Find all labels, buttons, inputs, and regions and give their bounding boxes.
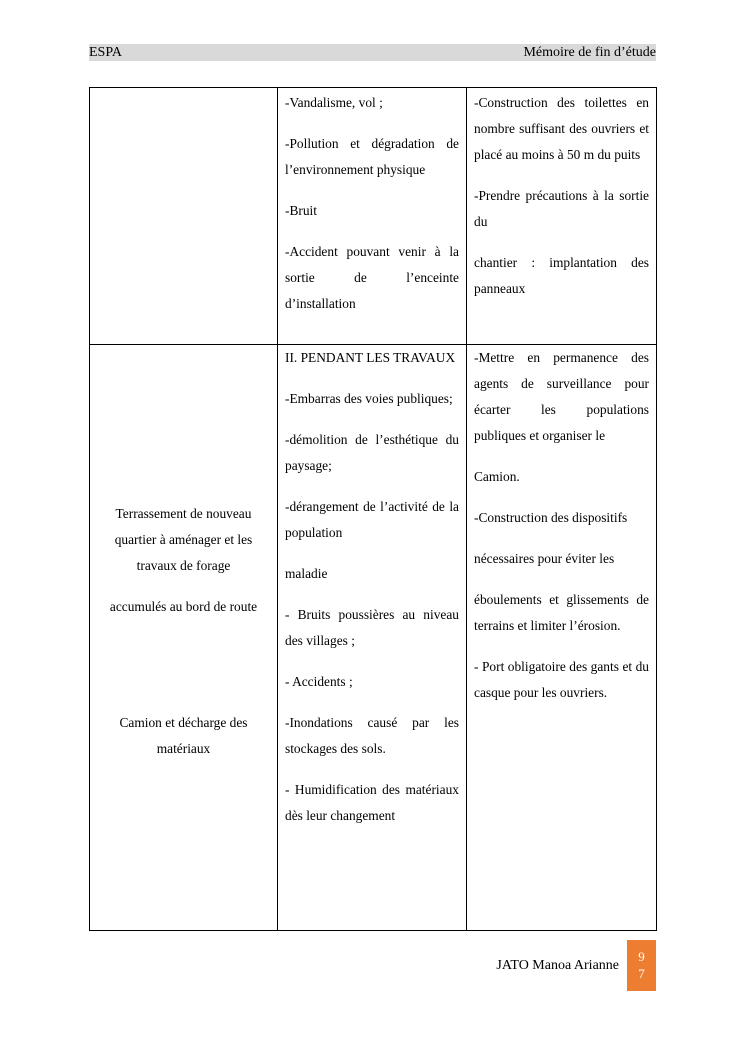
measure-item: nécessaires pour éviter les [474, 551, 615, 566]
measure-item: -Construction des toilettes en nombre suffisant des ouvriers et placé au moins à 50 m du puits [474, 95, 649, 162]
impact-item: -démolition de l’esthétique du paysage; [285, 432, 459, 473]
measure-item: éboulements et glissements de terrains et limiter l’érosion. [474, 592, 649, 633]
impact-item: -Vandalisme, vol ; [285, 95, 383, 110]
header-school: ESPA [89, 45, 122, 60]
page-number-badge [627, 940, 656, 991]
impact-item: - Accidents ; [285, 674, 353, 689]
impact-item: -dérangement de l’activité de la population [285, 499, 459, 540]
impact-table [89, 87, 657, 931]
impact-item: -Inondations causé par les stockages des sols. [285, 715, 459, 756]
impact-cell [278, 88, 467, 345]
activity-item: accumulés au bord de route [109, 599, 258, 614]
activity-cell [90, 88, 278, 345]
table-row [90, 88, 657, 345]
impact-item: - Humidification des matériaux dès leur changement [285, 782, 459, 823]
measure-cell [467, 88, 657, 345]
measure-item: -Prendre précautions à la sortie du [474, 188, 649, 229]
impact-item: -Embarras des voies publiques; [285, 391, 453, 406]
impact-item: maladie [285, 566, 328, 581]
impact-cell [278, 345, 467, 931]
impact-item: II. PENDANT LES TRAVAUX [285, 350, 456, 365]
activity-item: Camion et décharge des matériaux [119, 715, 248, 756]
page-header [89, 44, 656, 61]
activity-item: Terrassement de nouveau quartier à aménager et les travaux de forage [114, 506, 253, 573]
impact-item: -Pollution et dégradation de l’environnement physique [285, 136, 459, 177]
page-number-digit: 9 [638, 949, 645, 964]
footer-author: JATO Manoa Arianne [496, 958, 619, 973]
measure-item: chantier : implantation des panneaux [474, 255, 649, 296]
impact-item: -Bruit [285, 203, 317, 218]
measure-item: Camion. [474, 469, 520, 484]
measure-item: -Construction des dispositifs [474, 510, 628, 525]
page-number-digit: 7 [638, 966, 645, 981]
activity-cell [90, 345, 278, 931]
measure-cell [467, 345, 657, 931]
header-title: Mémoire de fin d’étude [523, 45, 656, 60]
measure-item: -Mettre en permanence des agents de surveillance pour écarter les populations publiques et organiser le [474, 350, 649, 443]
impact-item: - Bruits poussières au niveau des villages ; [285, 607, 459, 648]
table-row [90, 345, 657, 931]
measure-item: - Port obligatoire des gants et du casque pour les ouvriers. [474, 659, 649, 700]
impact-item: -Accident pouvant venir à la sortie de l’enceinte d’installation [285, 244, 459, 311]
